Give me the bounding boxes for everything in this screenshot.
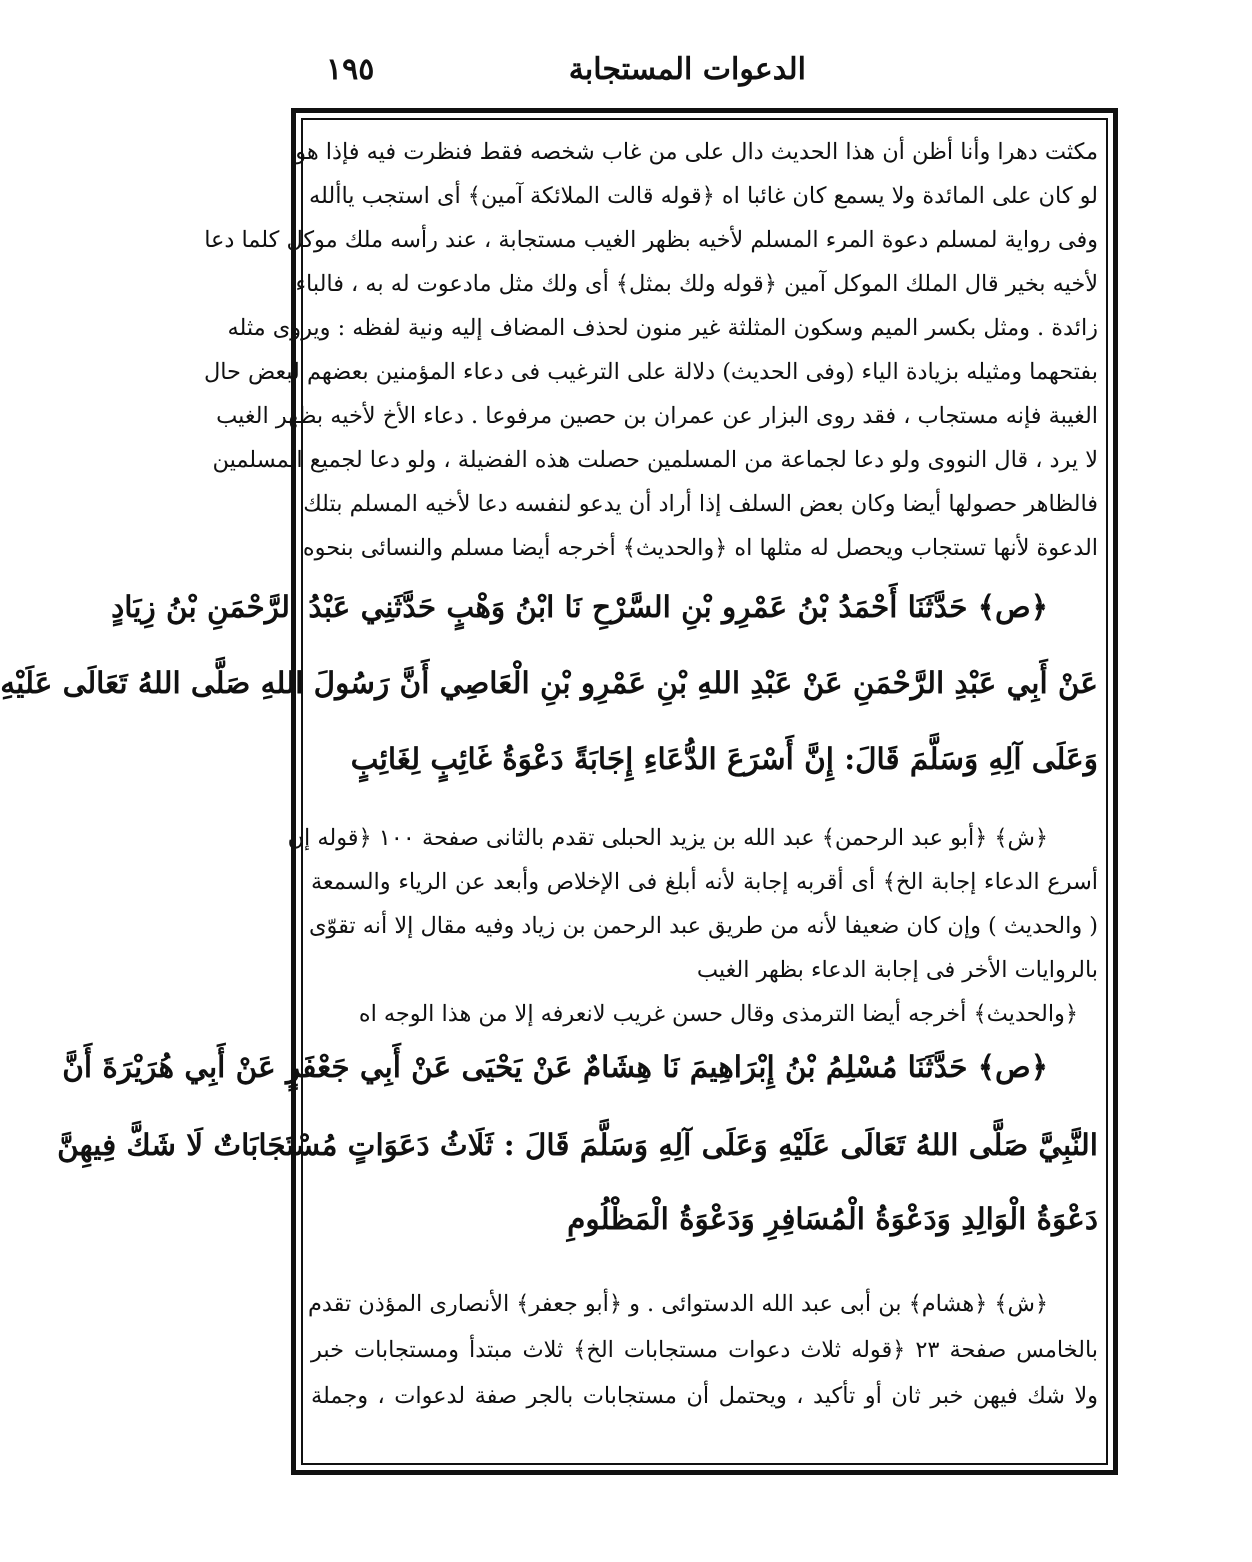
text-line: فالظاهر حصولها أيضا وكان بعض السلف إذا أراد أن يدعو لنفسه دعا لأخيه المسلم بتلك: [303, 491, 1098, 517]
text-line: ﴿ش﴾ ﴿أبو عبد الرحمن﴾ عبد الله بن يزيد الحبلى تقدم بالثانى صفحة ١٠٠ ﴿قوله إن: [287, 825, 1048, 851]
running-title: الدعوات المستجابة: [568, 52, 806, 87]
text-line: ( والحديث ) وإن كان ضعيفا لأنه من طريق عبد الرحمن بن زياد وفيه مقال إلا أنه تقوّى: [309, 913, 1098, 939]
text-line: الدعوة لأنها تستجاب ويحصل له مثلها اه ﴿والحديث﴾ أخرجه أيضا مسلم والنسائى بنحوه: [302, 535, 1098, 561]
hadith-text-line: ﴿ص﴾ حَدَّثَنَا مُسْلِمُ بْنُ إِبْرَاهِيمَ نَا هِشَامٌ عَنْ يَحْيَى عَنْ أَبِي جَعْفَرٍ عَنْ أَبِي هُرَيْرَةَ أَنَّ: [62, 1049, 1048, 1084]
text-line: بالخامس صفحة ٢٣ ﴿قوله ثلاث دعوات مستجابات الخ﴾ ثلاث مبتدأ ومستجابات خبر: [311, 1337, 1098, 1363]
hadith-text-line: وَعَلَى آلِهِ وَسَلَّمَ قَالَ: إِنَّ أَسْرَعَ الدُّعَاءِ إِجَابَةً دَعْوَةُ غَائِبٍ لِغَائِبٍ: [350, 741, 1098, 776]
hadith-text-line: ﴿ص﴾ حَدَّثَنَا أَحْمَدُ بْنُ عَمْرِو بْنِ السَّرْحِ نَا ابْنُ وَهْبٍ حَدَّثَنِي عَبْدُ الرَّحْمَنِ بْنُ زِيَادٍ: [111, 589, 1048, 624]
text-line: ﴿ش﴾ ﴿هشام﴾ بن أبى عبد الله الدستوائى . و ﴿أبو جعفر﴾ الأنصارى المؤذن تقدم: [308, 1291, 1048, 1317]
text-line: بفتحهما ومثيله بزيادة الياء (وفى الحديث) دلالة على الترغيب فى دعاء المؤمنين بعضهم لبعض حال: [203, 359, 1098, 385]
text-line: وفى رواية لمسلم دعوة المرء المسلم لأخيه بظهر الغيب مستجابة ، عند رأسه ملك موكل كلما دعا: [204, 227, 1098, 253]
text-line: لا يرد ، قال النووى ولو دعا لجماعة من المسلمين حصلت هذه الفضيلة ، ولو دعا لجميع المسلمين: [212, 447, 1098, 473]
text-line: بالروايات الأخر فى إجابة الدعاء بظهر الغيب: [696, 957, 1098, 983]
text-line: ﴿والحديث﴾ أخرجه أيضا الترمذى وقال حسن غريب لانعرفه إلا من هذا الوجه اه: [358, 1001, 1078, 1027]
text-line: زائدة . ومثل بكسر الميم وسكون المثلثة غير منون لحذف المضاف إليه ونية لفظه : ويروى مثله: [227, 315, 1098, 341]
text-line: الغيبة فإنه مستجاب ، فقد روى البزار عن عمران بن حصين مرفوعا . دعاء الأخ لأخيه بظهر الغيب: [216, 403, 1098, 429]
page-header: [296, 44, 1106, 104]
text-line: لو كان على المائدة ولا يسمع كان غائبا اه ﴿قوله قالت الملائكة آمين﴾ أى استجب ياألله: [309, 183, 1098, 209]
text-line: مكثت دهرا وأنا أظن أن هذا الحديث دال على من غاب شخصه فقط فنظرت فيه فإذا هو: [295, 139, 1098, 165]
text-line: أسرع الدعاء إجابة الخ﴾ أى أقربه إجابة لأنه أبلغ فى الإخلاص وأبعد عن الرياء والسمعة: [311, 869, 1098, 895]
hadith-text-line: النَّبِيَّ صَلَّى اللهُ تَعَالَى عَلَيْهِ وَعَلَى آلِهِ وَسَلَّمَ قَالَ : ثَلَاثُ دَعَوَاتٍ مُسْتَجَابَاتٌ لَا شَكَّ فِيهِنَّ: [57, 1127, 1098, 1162]
text-body: [0, 124, 1098, 1459]
hadith-text-line: عَنْ أَبِي عَبْدِ الرَّحْمَنِ عَنْ عَبْدِ اللهِ بْنِ عَمْرِو بْنِ الْعَاصِي أَنَّ رَسُولَ اللهِ صَلَّى اللهُ تَعَالَى عَلَيْهِ: [0, 665, 1098, 700]
hadith-text-line: دَعْوَةُ الْوَالِدِ وَدَعْوَةُ الْمُسَافِرِ وَدَعْوَةُ الْمَظْلُومِ: [567, 1201, 1098, 1236]
text-line: لأخيه بخير قال الملك الموكل آمين ﴿قوله ولك بمثل﴾ أى ولك مثل مادعوت له به ، فالباء: [295, 271, 1098, 297]
text-line: ولا شك فيهن خبر ثان أو تأكيد ، ويحتمل أن مستجابات بالجر صفة لدعوات ، وجملة: [311, 1383, 1098, 1409]
page-number: ١٩٥: [326, 52, 375, 87]
